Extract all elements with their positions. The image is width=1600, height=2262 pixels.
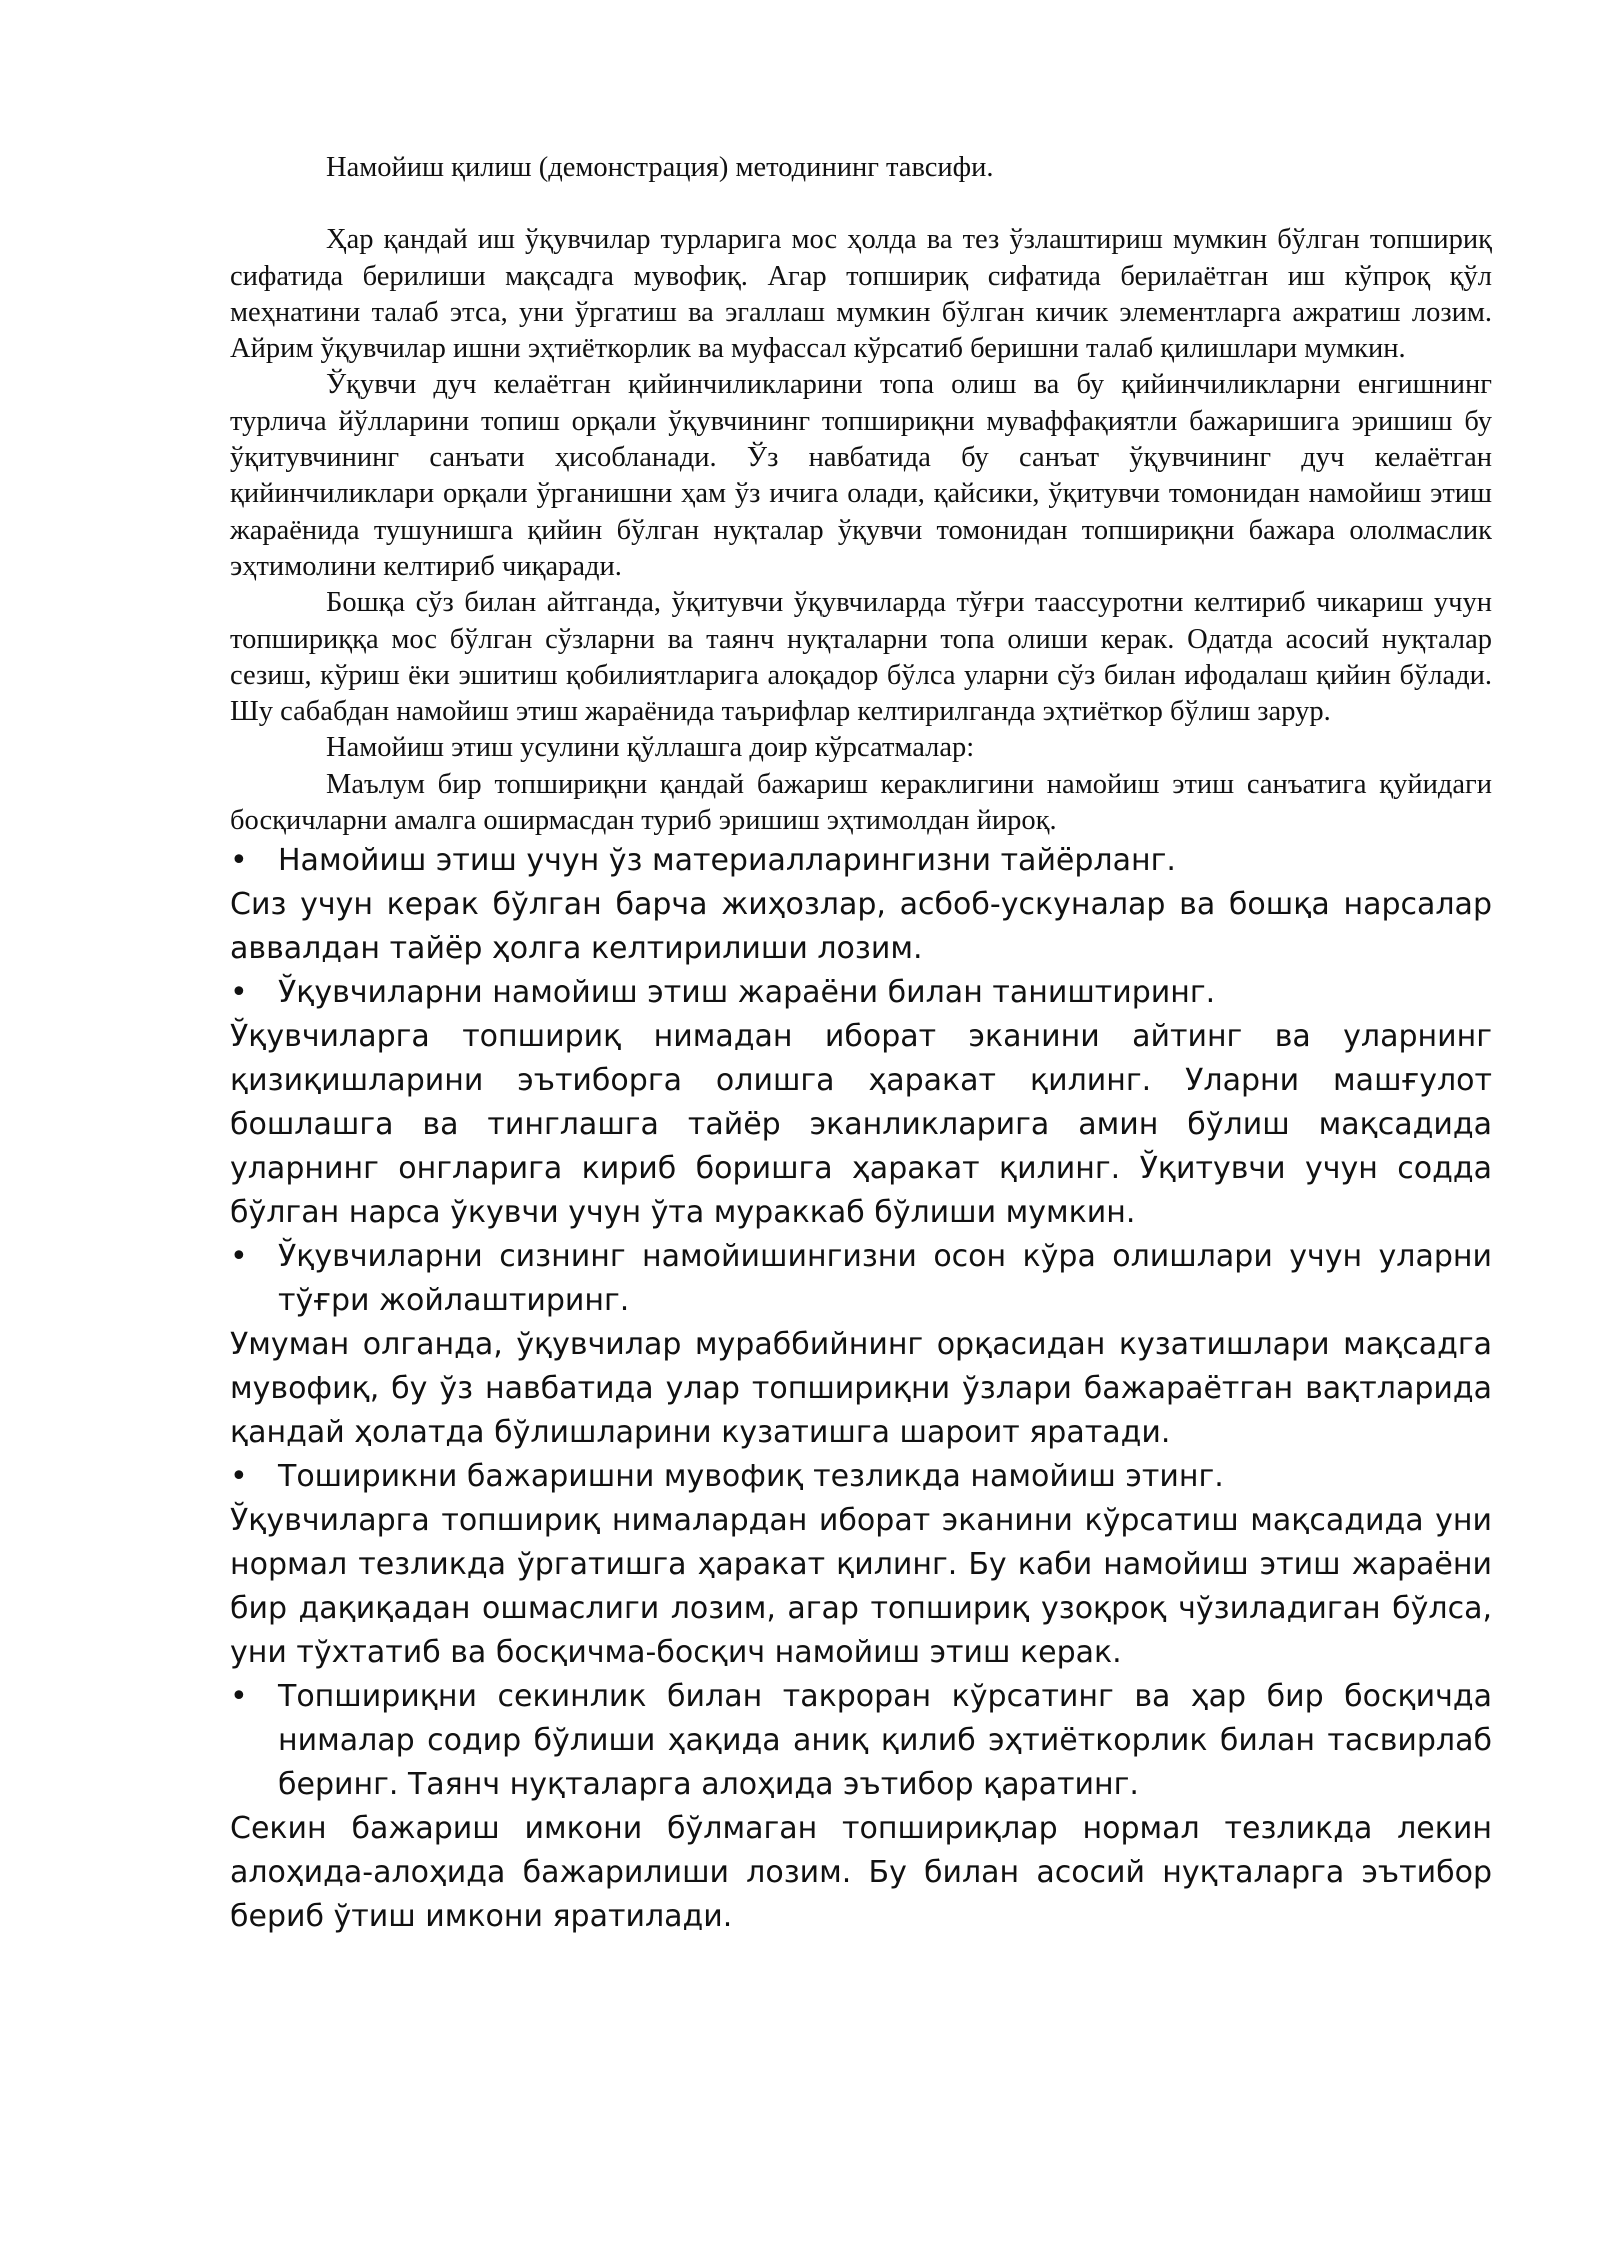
step-1-list: [230, 839, 1492, 883]
bullet-dot: •: [230, 1679, 248, 1715]
step-3-bullet: [230, 1235, 1492, 1323]
step-2-text: Ўқувчиларга топшириқ нимадан иборат эканини айтинг ва уларнинг қизиқишларини эътиборга олишга ҳаракат қилинг. Уларни машғулот бошлашга ва тинглашга тайёр эканликларига амин бўлиш мақсадида уларнинг онгларига кириб боришга ҳаракат қилинг. Ўқитувчи учун содда бўлган нарса ўкувчи учун ўта мураккаб бўлиши мумкин.: [230, 1019, 1492, 1231]
step-4-bullet: [230, 1455, 1492, 1499]
bullet-dot: •: [230, 975, 248, 1011]
bullet-dot: •: [230, 843, 248, 879]
step-1-text: Сиз учун керак бўлган барча жиҳозлар, асбоб-ускуналар ва бошқа нарсалар аввалдан тайёр ҳолга келтирилиши лозим.: [230, 887, 1492, 967]
paragraph-3: Бошқа сўз билан айтганда, ўқитувчи ўқувчиларда тўғри таассуротни келтириб чикариш учун топшириққа мос бўлган сўзларни ва таянч нуқталарни топа олиши керак. Одатда асосий нуқталар сезиш, кўриш ёки эшитиш қобилиятларига алоқадор бўлса уларни сўз билан ифодалаш қийин бўлади. Шу сабабдан намойиш этиш жараёнида таърифлар келтирилганда эҳтиёткор бўлиш зарур.: [230, 587, 1492, 728]
step-2-list: [230, 971, 1492, 1015]
step-4-list: [230, 1455, 1492, 1499]
bullet-dot: •: [230, 1239, 248, 1275]
step-1-bullet-text: Намойиш этиш учун ўз материалларингизни тайёрланг.: [278, 843, 1176, 879]
paragraph-1: Ҳар қандай иш ўқувчилар турларига мос ҳолда ва тез ўзлаштириш мумкин бўлган топшириқ сифатида берилиши мақсадга мувофиқ. Агар топшириқ сифатида берилаётган иш кўпроқ қўл меҳнатини талаб этса, уни ўргатиш ва эгаллаш мумкин бўлган кичик элементларга ажратиш лозим. Айрим ўқувчилар ишни эҳтиёткорлик ва муфассал кўрсатиб беришни талаб қилишлари мумкин.: [230, 224, 1492, 365]
step-2-bullet: [230, 971, 1492, 1015]
step-5-list: [230, 1675, 1492, 1807]
step-1-bullet: [230, 839, 1492, 883]
document-page: [230, 150, 1492, 1939]
instructions-heading: Намойиш этиш усулини қўллашга доир кўрсатмалар:: [326, 732, 975, 764]
step-2-bullet-text: Ўқувчиларни намойиш этиш жараёни билан таништиринг.: [278, 975, 1216, 1011]
bullet-dot: •: [230, 1459, 248, 1495]
paragraph-4: Маълум бир топшириқни қандай бажариш кераклигини намойиш этиш санъатига қуйидаги босқичларни амалга оширмасдан туриб эришиш эҳтимолдан йироқ.: [230, 768, 1492, 837]
step-3-list: [230, 1235, 1492, 1323]
step-4-text: Ўқувчиларга топшириқ нималардан иборат эканини кўрсатиш мақсадида уни нормал тезликда ўргатишга ҳаракат қилинг. Бу каби намойиш этиш жараёни бир дақиқадан ошмаслиги лозим, агар топшириқ узоқроқ чўзиладиган бўлса, уни тўхтатиб ва босқичма-босқич намойиш этиш керак.: [230, 1503, 1492, 1671]
step-5-bullet-text: Топшириқни секинлик билан такроран кўрсатинг ва ҳар бир босқичда нималар содир бўлиши ҳақида аниқ қилиб эҳтиёткорлик билан тасвирлаб беринг. Таянч нуқталарга алоҳида эътибор қаратинг.: [278, 1679, 1492, 1803]
serif-section: [230, 150, 1492, 839]
step-3-text: Умуман олганда, ўқувчилар мураббийнинг орқасидан кузатишлари мақсадга мувофиқ, бу ўз навбатида улар топшириқни ўзлари бажараётган вақтларида қандай ҳолатда бўлишларини кузатишга шароит яратади.: [230, 1327, 1492, 1451]
step-5-bullet: [230, 1675, 1492, 1807]
steps-section: [230, 839, 1492, 1939]
step-4-bullet-text: Тоширикни бажаришни мувофиқ тезликда намойиш этинг.: [278, 1459, 1224, 1495]
step-5-text: Секин бажариш имкони бўлмаган топшириқлар нормал тезликда лекин алоҳида-алоҳида бажарилиши лозим. Бу билан асосий нуқталарга эътибор бериб ўтиш имкони яратилади.: [230, 1811, 1492, 1935]
step-3-bullet-text: Ўқувчиларни сизнинг намойишингизни осон кўра олишлари учун уларни тўғри жойлаштиринг.: [278, 1239, 1492, 1319]
paragraph-2: Ўқувчи дуч келаётган қийинчиликларини топа олиш ва бу қийинчиликларни енгишнинг турлича йўлларини топиш орқали ўқувчининг топшириқни муваффақиятли бажаришига эришиш бу ўқитувчининг санъати ҳисобланади. Ўз навбатида бу санъат ўқувчининг дуч келаётган қийинчиликлари орқали ўрганишни ҳам ўз ичига олади, қайсики, ўқитувчи томонидан намойиш этиш жараёнида тушунишга қийин бўлган нуқталар ўқувчи томонидан топшириқни бажара ололмаслик эҳтимолини келтириб чиқаради.: [230, 369, 1492, 582]
document-title: Намойиш қилиш (демонстрация) методининг тавсифи.: [326, 152, 994, 183]
